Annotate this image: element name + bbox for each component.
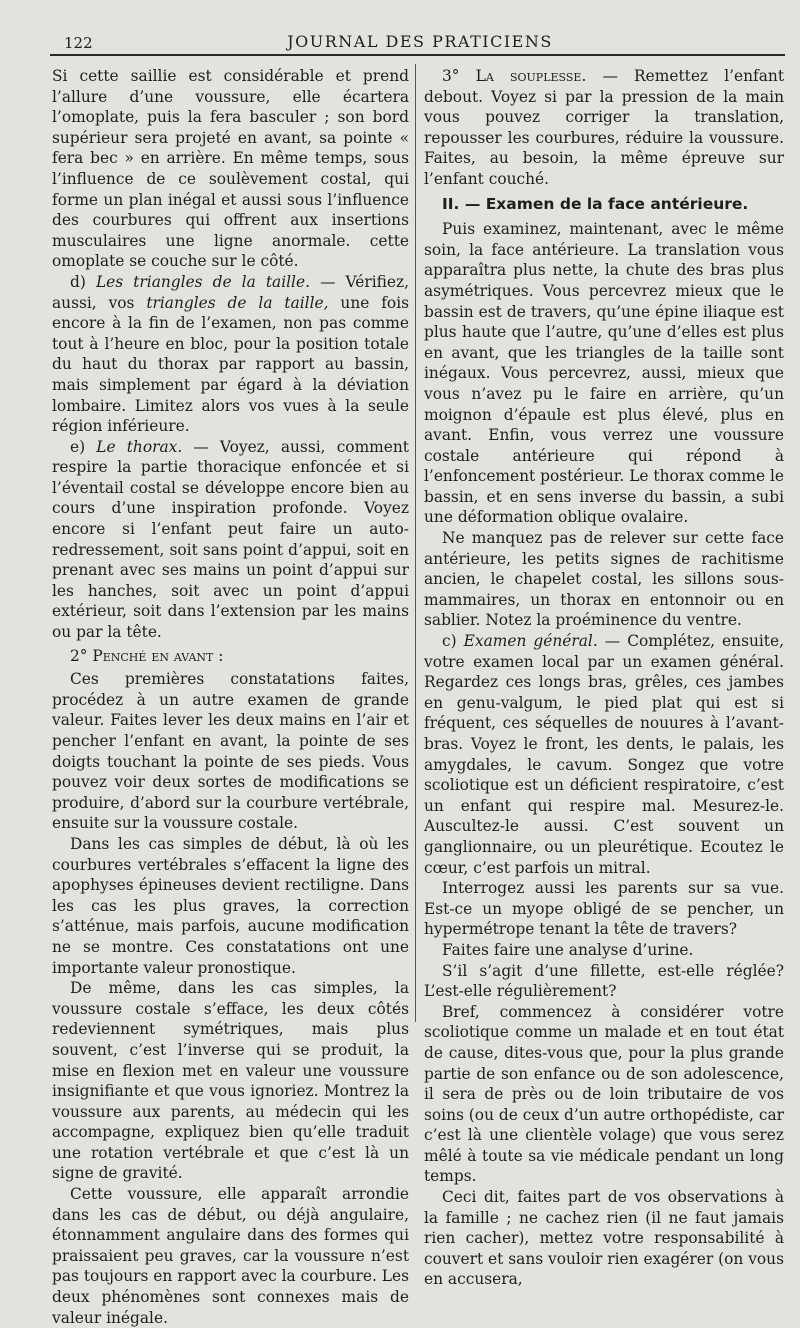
left-column <box>52 66 409 1328</box>
item-letter: c) <box>442 632 464 651</box>
header-rule <box>50 54 785 56</box>
paragraph: Faites faire une analyse d’urine. <box>442 940 694 959</box>
paragraph <box>52 272 409 437</box>
paragraph: De même, dans les cas simples, la voussure costale s’efface, les deux côtés redeviennent symétriques, mais plus souvent, c’est l’inverse qui se produit, la mise en flexion met en valeur une voussure insignifiante et que vous ignoriez. Montrez la voussure aux parents, au médecin qui les accompagne, expliquez bien qu’elle traduit une rotation vertébrale et que c’est là un signe de gravité. <box>52 979 409 1183</box>
paragraph: Ne manquez pas de relever sur cette face antérieure, les petits signes de rachitisme ancien, le chapelet costal, les sillons sous-mammaires, un thorax en entonnoir ou en sablier. Notez la proéminence du ventre. <box>424 529 784 630</box>
subsection-heading: 2° Penché en avant : <box>70 646 224 665</box>
item-heading: Examen général. <box>463 632 598 651</box>
paragraph: Puis examinez, maintenant, avec le même soin, la face antérieure. La translation vous apparaîtra plus nette, la chute des bras plus asymétriques. Vous percevrez mieux que le bassin est de travers, qu’une épine iliaque est plus haute que l’autre, qu’une d’elles est plus en avant, que les triangles de la taille sont inégaux. Vous percevrez, aussi, mieux que vous n’avez pu le faire en arrière, qu’un moignon d’épaule est plus élevé, plus en avant. Enfin, vous verrez une voussure costale antérieure qui répond à l’enfoncement postérieur. Le thorax comme le bassin, et en sens inverse du bassin, a subi une déformation oblique ovalaire. <box>424 220 784 527</box>
text-run: — Complétez, ensuite, votre examen local par un examen général. Regardez ces longs bras, grêles, ces jambes en genu-valgum, le pied plat qui est si fréquent, ces séquelles de nouures à l’avant-bras. Voyez le front, les dents, le palais, les amygdales, le cavum. Songez que votre scoliotique est un déficient respiratoire, c’est un enfant qui respire mal. Mesurez-le. Auscultez-le aussi. C’est souvent un ganglionnaire, ou un pleurétique. Ecoutez le cœur, c’est parfois un mitral. <box>424 632 784 877</box>
item-letter: d) <box>70 272 96 291</box>
journal-title: JOURNAL DES PRATICIENS <box>287 32 553 51</box>
section-heading: II. — Examen de la face antérieure. <box>442 194 749 213</box>
paragraph <box>424 66 784 190</box>
text-run: une fois encore à la fin de l’examen, non pas comme tout à l’heure en bloc, pour la position totale du haut du thorax par rapport au bassin, mais simplement par égard à la déviation lombaire. Limitez alors vos vues à la seule région inférieure. <box>52 293 410 436</box>
right-column <box>424 66 784 1290</box>
paragraph <box>52 437 409 643</box>
paragraph: Ceci dit, faites part de vos observations à la famille ; ne cachez rien (il ne faut jamais rien cacher), mettez votre responsabilité à couvert et sans vouloir rien exagérer (on vous en accusera, <box>424 1188 784 1289</box>
paragraph <box>424 631 784 878</box>
paragraph: Bref, commencez à considérer votre scoliotique comme un malade et en tout état de cause, dites-vous que, pour la plus grande partie de son enfance ou de son adolescence, il sera de près ou de loin tributaire de vos soins (ou de ceux d’un autre orthopédiste, car c’est là une clientèle volage) que vous serez mêlé à toute sa vie médicale pendant un long temps. <box>424 1002 784 1186</box>
item-heading: Les triangles de la taille. <box>95 272 310 291</box>
text-run: — Vérifiez, aussi, vos <box>52 272 410 312</box>
item-letter: e) <box>70 437 97 456</box>
paragraph: Si cette saillie est considérable et prend l’allure d’une voussure, elle écartera l’omoplate, puis la fera basculer ; son bord supérieur sera projeté en avant, sa pointe « fera bec » en arrière. En même temps, sous l’influence de ce soulèvement costal, qui forme un plan inégal et aussi sous l’influence des courbures qui offrent aux insertions musculaires une ligne anormale. cette omoplate se couche sur le côté. <box>52 67 409 271</box>
paragraph: Dans les cas simples de début, là où les courbures vertébrales s’effacent la ligne des apophyses épineuses devient rectiligne. Dans les cas les plus graves, la correction s’atténue, mais parfois, aucune modification ne se montre. Ces constatations ont une importante valeur pronostique. <box>52 834 409 977</box>
column-divider <box>415 64 416 1022</box>
text-run: — Voyez, aussi, comment respire la partie thoracique enfoncée et si l’éventail costal se développe encore bien au cours d’une inspiration profonde. Voyez encore si l’enfant peut faire un auto-redressement, soit sans point d’appui, soit en prenant avec ses mains un point d’appui sur les hanches, soit avec un point d’appui extérieur, soit dans l’extension par les mains ou par la tête. <box>52 437 409 642</box>
paragraph: S’il s’agit d’une fillette, est-elle réglée? L’est-elle régulièrement? <box>424 961 784 1001</box>
text-run: — Remettez l’enfant debout. Voyez si par la pression de la main vous pouvez corriger la translation, repousser les courbures, réduire la voussure. Faites, au besoin, la même épreuve sur l’enfant couché. <box>424 67 785 188</box>
item-heading: Le thorax. <box>96 437 183 456</box>
subsection-heading: 3° La souplesse. <box>442 67 587 85</box>
emphasis: triangles de la taille, <box>146 293 329 312</box>
paragraph: Cette voussure, elle apparaît arrondie dans les cas de début, ou déjà angulaire, étonnamment angulaire dans des formes qui praissaient peu graves, car la voussure n’est pas toujours en rapport avec la courbure. Les deux phénomènes sont connexes mais de valeur inégale. <box>52 1185 410 1327</box>
paragraph: Ces premières constatations faites, procédez à un autre examen de grande valeur. Faites lever les deux mains en l’air et pencher l’enfant en avant, la pointe de ses doigts touchant la pointe de ses pieds. Vous pouvez voir deux sortes de modifications se produire, d’abord sur la courbure vertébrale, ensuite sur la voussure costale. <box>52 670 409 833</box>
paragraph: Interrogez aussi les parents sur sa vue. Est-ce un myope obligé de se pencher, un hypermétrope tenant la tête de travers? <box>424 879 784 939</box>
page-number: 122 <box>64 34 93 52</box>
